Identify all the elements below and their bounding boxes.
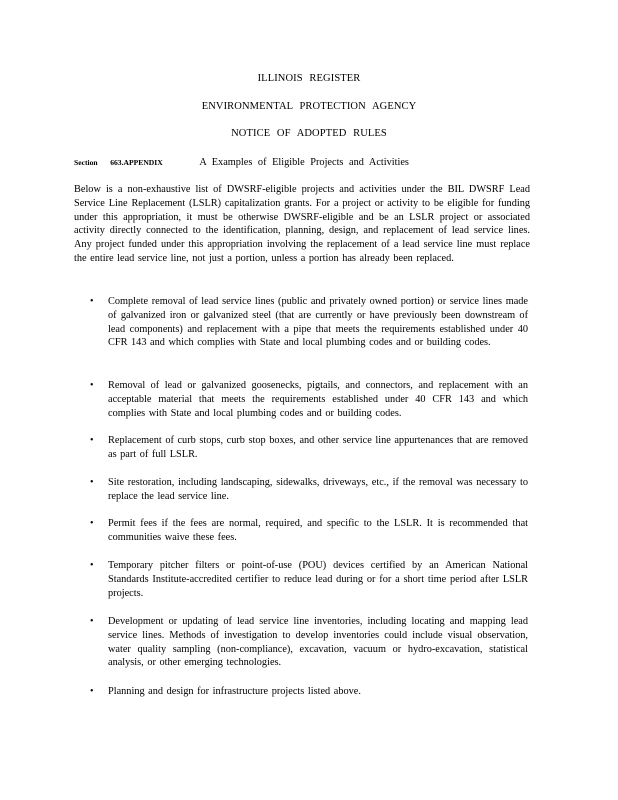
section-heading	[74, 157, 594, 168]
agency-heading: ENVIRONMENTAL PROTECTION AGENCY	[201, 101, 417, 112]
register-heading: ILLINOIS REGISTER	[257, 73, 361, 84]
section-number: 663.APPENDIX	[110, 158, 163, 167]
list-item-text: Permit fees if the fees are normal, required, and specific to the LSLR. It is recommended that communities waive these fees.	[108, 518, 528, 543]
bullet-icon: •	[90, 686, 94, 697]
bullet-icon: •	[90, 296, 94, 307]
intro-paragraph: Below is a non-exhaustive list of DWSRF-eligible projects and activities under the BIL DWSRF Lead Service Line Replacement (LSLR) capitalization grants. For a project or activity to be eligible for funding under this appropriation, it must be otherwise DWSRF-eligible and be an LSLR project or associated activity directly connected to the identification, planning, design, and replacement of lead service lines. Any project funded under this appropriation involving the replacement of a lead service line must replace the entire lead service line, not just a portion, unless a portion has already been replaced.	[74, 184, 530, 264]
list-item-text: Development or updating of lead service line inventories, including locating and mapping lead service lines. Methods of investigation to develop inventories could include visual observation, water quality sampling (non-compliance), excavation, vacuum or hydro-excavation, statistical analysis, or other emerging technologies.	[108, 616, 528, 669]
bullet-icon: •	[90, 560, 94, 571]
notice-heading: NOTICE OF ADOPTED RULES	[231, 128, 387, 139]
bullet-icon: •	[90, 477, 94, 488]
list-item-text: Complete removal of lead service lines (public and privately owned portion) or service lines made of galvanized iron or galvanized steel (that are currently or have previously been downstream of lead components) and replacement with a pipe that meets the requirements established under 40 CFR 143 and which complies with State and local plumbing codes and or building codes.	[108, 296, 528, 349]
list-item-text: Site restoration, including landscaping, sidewalks, driveways, etc., if the removal was necessary to replace the lead service line.	[108, 477, 528, 502]
bullet-icon: •	[90, 616, 94, 627]
list-item-text: Removal of lead or galvanized goosenecks, pigtails, and connectors, and replacement with an acceptable material that meets the requirements established under 40 CFR 143 and which complies with State and local plumbing codes and or building codes.	[108, 380, 528, 419]
section-title: A Examples of Eligible Projects and Activities	[199, 157, 409, 168]
list-item-text: Replacement of curb stops, curb stop boxes, and other service line appurtenances that are removed as part of full LSLR.	[108, 435, 529, 460]
bullet-icon: •	[90, 435, 94, 446]
list-item-text: Temporary pitcher filters or point-of-use (POU) devices certified by an American National Standards Institute-accredited certifier to reduce lead during or for a short time period after LSLR projects.	[108, 560, 528, 599]
list-item-text: Planning and design for infrastructure projects listed above.	[108, 686, 361, 697]
bullet-icon: •	[90, 380, 94, 391]
bullet-icon: •	[90, 518, 94, 529]
section-label: Section	[74, 158, 98, 167]
